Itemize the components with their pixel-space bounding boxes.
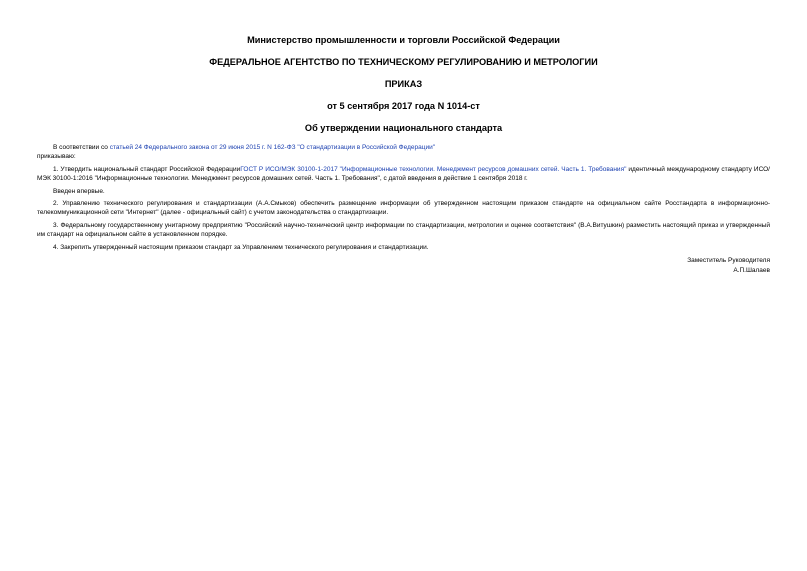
order-word: приказываю: — [37, 153, 76, 161]
document-body — [37, 143, 770, 252]
standard-link[interactable]: ГОСТ Р ИСО/МЭК 30100-1-2017 "Информационные технологии. Менеджмент ресурсов домашних сетей. Часть 1. Требования" — [240, 165, 627, 173]
item-2-paragraph: 2. Управлению технического регулирования и стандартизации (А.А.Смыков) обеспечить размещение информации об утвержденном настоящим приказом стандарте на официальном сайте Росстандарта в информационно-телекоммуникационной сети "Интернет" (далее - официальный сайт) с учетом законодательства о стандартизации. — [37, 200, 770, 217]
first-introduced-note: Введен впервые. — [53, 187, 105, 195]
order-subject: Об утверждении национального стандарта — [304, 123, 503, 133]
document-page — [37, 30, 770, 276]
intro-paragraph — [37, 143, 770, 152]
item-1-prefix: 1. Утвердить национальный стандарт Российской Федерации — [53, 165, 241, 173]
agency-name: ФЕДЕРАЛЬНОЕ АГЕНТСТВО ПО ТЕХНИЧЕСКОМУ РЕГУЛИРОВАНИЮ И МЕТРОЛОГИИ — [209, 57, 598, 67]
signatory-position: Заместитель Руководителя — [687, 257, 770, 265]
signatory-name: А.П.Шалаев — [733, 267, 770, 275]
item-1-suffix: идентичный международному стандарту ИСО/МЭК 30100-1:2016 "Информационные технологии. Менеджмент ресурсов домашних сетей. Часть 1. Требования", с датой введения в действие 1 сентября 2018 г. — [37, 165, 770, 183]
item-4-paragraph: 4. Закрепить утвержденный настоящим приказом стандарт за Управлением технического регулирования и стандартизации. — [53, 243, 429, 251]
item-1-paragraph — [37, 165, 770, 184]
intro-prefix: В соответствии со — [53, 144, 110, 151]
item-3-paragraph: 3. Федеральному государственному унитарному предприятию "Российский научно-технический центр информации по стандартизации, метрологии и оценке соответствия" (В.А.Витушкин) разместить настоящий приказ и утвержденный им стандарт на официальном сайте в установленном порядке. — [37, 221, 770, 239]
federal-law-link[interactable]: статьей 24 Федерального закона от 29 июня 2015 г. N 162-ФЗ "О стандартизации в Российской Федерации" — [109, 144, 436, 151]
ministry-name: Министерство промышленности и торговли Российской Федерации — [247, 35, 560, 45]
signature-block — [37, 256, 770, 276]
order-date: от 5 сентября 2017 года N 1014-ст — [327, 101, 480, 111]
order-type: ПРИКАЗ — [384, 79, 423, 89]
